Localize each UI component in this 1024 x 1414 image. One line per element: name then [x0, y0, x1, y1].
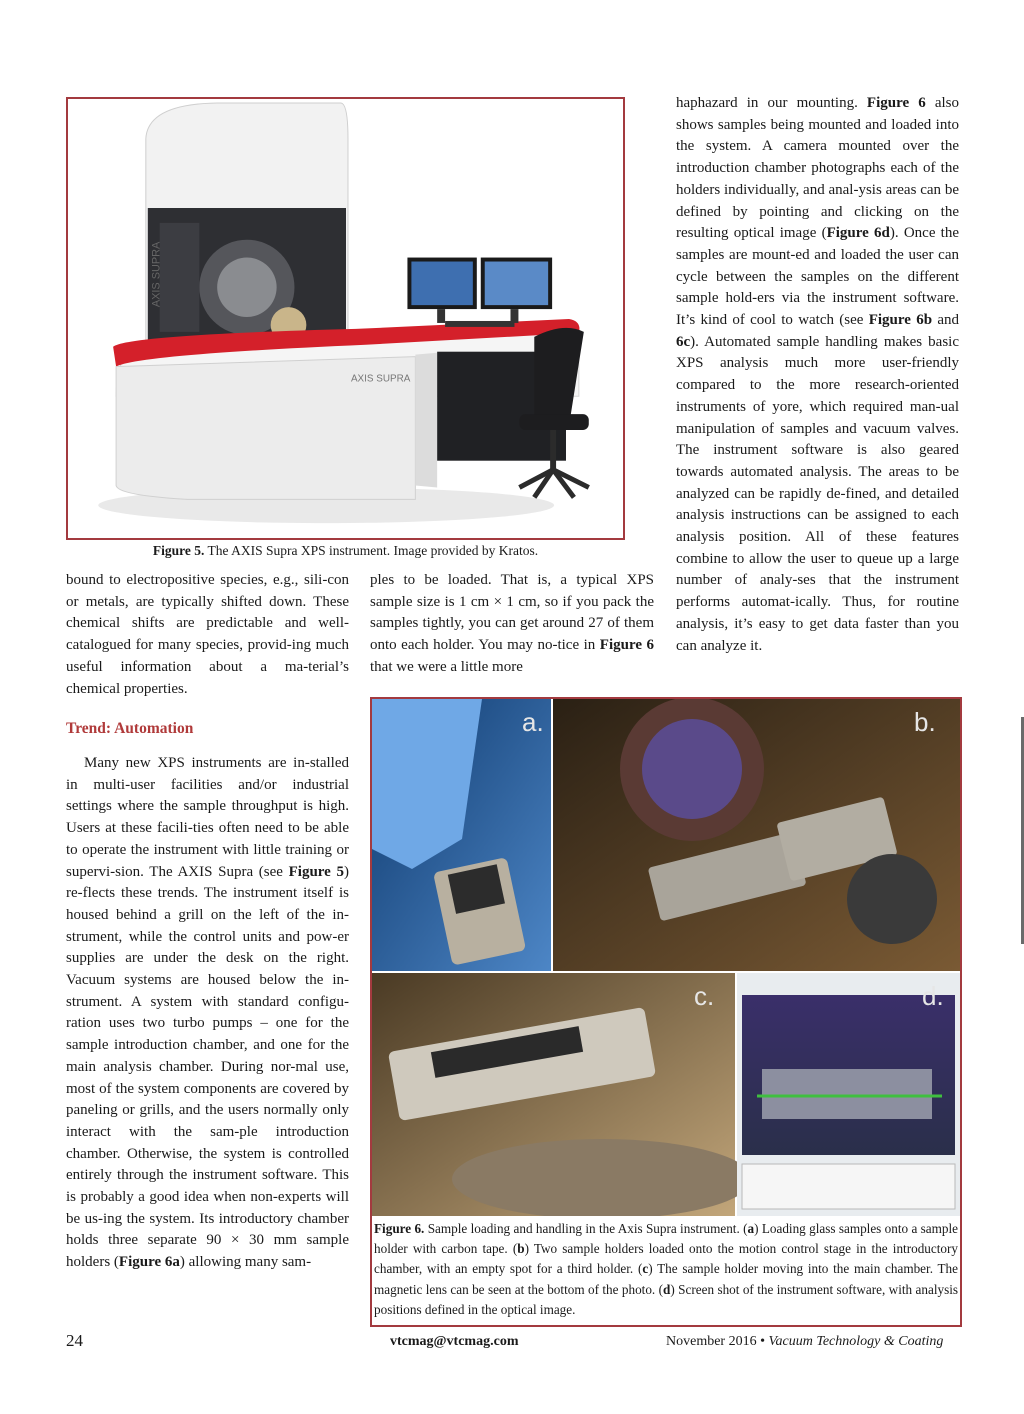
figure-ref: Figure 6a: [118, 1254, 180, 1271]
footer-publication: Vacuum Technology & Coating: [768, 1334, 944, 1349]
caption-letter: c: [642, 1261, 649, 1277]
column-3-text: [676, 93, 959, 657]
paragraph: [66, 753, 349, 1274]
figure-ref: 6c: [676, 333, 691, 350]
panel-b-photo: [553, 699, 960, 971]
panel-label-b: b.: [914, 707, 936, 737]
figure-6-caption-label: Figure 6.: [374, 1221, 425, 1236]
caption-text: ) Screen shot of the instrument software, with analysis positions defined in the optical image.: [374, 1281, 959, 1317]
caption-letter: b: [517, 1241, 525, 1257]
footer-email: vtcmag@vtcmag.com: [390, 1334, 519, 1349]
figure-6: [370, 697, 962, 1327]
column-2-top-text: [370, 570, 654, 679]
text-span: ples to be loaded. That is, a typical XPS sample size is 1 cm × 1 cm, so if you pack the samples tightly, you can get around 27 of them onto each holder. You may no-tice in: [370, 572, 654, 654]
text-span: ) allowing many sam-: [179, 1254, 312, 1271]
figure-ref: Figure 6: [599, 637, 655, 654]
panel-a-photo: [372, 699, 551, 971]
figure-6-photos: [372, 699, 960, 1216]
paragraph: [370, 570, 654, 679]
text-span: also shows samples being mounted and loaded into the system. A camera mounted over the introduction chamber photographs each of the holders individually, and anal-ysis areas can be defined by pointing and clicking on the resulting optical image (: [676, 95, 959, 242]
page-number: 24: [66, 1331, 83, 1350]
paragraph: [676, 93, 959, 657]
figure-5-caption-label: Figure 5.: [152, 543, 205, 558]
brand-front-label: AXIS SUPRA: [350, 373, 411, 385]
paragraph: bound to electropositive species, e.g., sili-con or metals, are typically shifted down. These chemical shifts are predictable and well-catalogued for many species, provid-ing much useful information about a ma-terial’s chemical properties.: [66, 572, 349, 697]
column-1-bottom-text: [66, 753, 349, 1274]
text-span: haphazard in our mounting.: [676, 95, 867, 111]
figure-ref: Figure 6d: [826, 225, 890, 242]
figure-5-image: [66, 97, 625, 540]
caption-text: ) Two sample holders loaded onto the motion control stage in the introductory chamber, with an empty spot for a third holder. (: [374, 1241, 958, 1277]
text-span: ). Automated sample handling makes basic XPS analysis much more user-friendly compared to the more research-oriented instruments of yore, which required man-ual manipulation of samples and vacuum valves. The instrument software is also geared towards automated analysis. The areas to be analyzed can be rapidly de-fined, and detailed analysis instructions can be assigned to each analysis position. All of these features combine to allow the user to queue up a large number of analy-ses that the instrument performs automat-ically. Thus, for routine analysis, it’s easy to get data faster than you can analyze it.: [676, 333, 959, 654]
footer-date: November 2016: [666, 1334, 757, 1349]
section-heading: Trend: Automation: [66, 720, 194, 737]
panel-label-a: a.: [522, 707, 544, 737]
text-span: ) re-flects these trends. The instrument itself is housed behind a grill on the left of the in-strument, while the control units and pow-er supplies are under the desk on the right. Vacuum systems are housed below the in-strument. A system with standard configu-ration uses two turbo pumps – one for the sample introduction chamber, and one for the main analysis chamber. During nor-mal use, most of the system components are covered by paneling or grills, and the users normally only interact with the sam-ple introduction chamber. Otherwise, the system is controlled entirely through the instrument software. This is probably a good idea when non-experts will be us-ing the system. Its introductory chamber holds three separate 90 × 30 mm sample holders (: [66, 863, 349, 1271]
text-span: ). Once the samples are mount-ed and loaded the user can cycle between the samples on the different sample hold-ers via the instrument software. It’s kind of cool to watch (see: [676, 225, 960, 329]
footer-bullet: •: [760, 1334, 765, 1349]
figure-ref: Figure 6b: [868, 312, 933, 329]
figure-ref: Figure 6: [866, 95, 926, 111]
text-span: Many new XPS instruments are in-stalled in multi-user facilities and/or industrial settings where the sample throughput is high. Users at these facili-ties often need to be able to operate the instrument with little training or supervi-sion. The AXIS Supra (see: [66, 755, 349, 880]
column-1-top-text: [66, 570, 349, 700]
brand-side-label: AXIS SUPRA: [150, 241, 163, 308]
figure-6-caption: [372, 1219, 960, 1320]
figure-5-caption-text: The AXIS Supra XPS instrument. Image provided by Kratos.: [204, 543, 539, 558]
caption-letter: d: [663, 1281, 671, 1297]
figure-6-photo-grid: [372, 699, 960, 1216]
text-span: that we were a little more: [370, 658, 523, 675]
figure-5-caption: [66, 542, 625, 559]
panel-label-d: d.: [922, 981, 944, 1011]
footer-issue: [666, 1334, 943, 1350]
caption-text: ) Loading glass samples onto a sample holder with carbon tape. (: [374, 1221, 958, 1257]
caption-letter: a: [747, 1221, 755, 1236]
text-span: and: [932, 312, 959, 329]
figure-ref: Figure 5: [288, 863, 344, 880]
axis-supra-instrument-illustration: [68, 99, 623, 538]
caption-text: ) The sample holder moving into the main chamber. The magnetic lens can be seen at the bottom of the photo. (: [374, 1261, 958, 1297]
caption-text: Sample loading and handling in the Axis Supra instrument. (: [424, 1221, 748, 1236]
panel-label-c: c.: [694, 981, 715, 1011]
